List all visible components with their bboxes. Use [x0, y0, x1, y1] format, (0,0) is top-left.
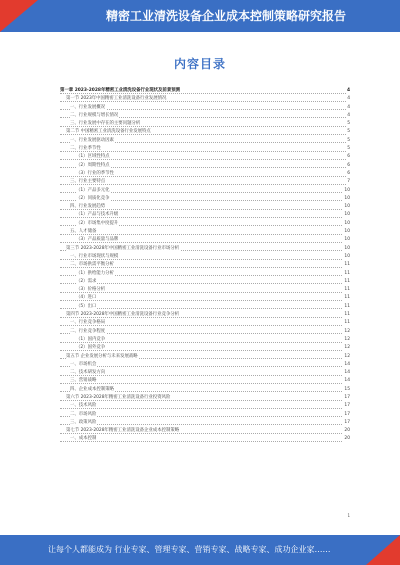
toc-entry-page: 11: [343, 311, 350, 319]
toc-dot-leader: [60, 283, 350, 284]
toc-entry-text: 二、技术研发方向: [70, 370, 106, 376]
toc-entry-page: 11: [343, 294, 350, 302]
toc-dot-leader: [60, 441, 350, 442]
toc-entry[interactable]: [60, 195, 350, 203]
toc-entry-page: 11: [343, 286, 350, 294]
toc-entry[interactable]: [60, 187, 350, 195]
toc-entry-page: 11: [343, 303, 350, 311]
toc-entry-page: 10: [343, 245, 350, 253]
toc-entry-text: 二、市场风险: [70, 411, 97, 417]
toc-entry-text: 一、技术风险: [70, 403, 97, 409]
toc-entry[interactable]: [60, 435, 350, 443]
toc-dot-leader: [60, 308, 350, 309]
toc-dot-leader: [60, 151, 350, 152]
toc-entry[interactable]: [60, 427, 350, 435]
toc-entry-text: 三、政策风险: [70, 419, 97, 425]
toc-entry-text: 一、行业市场现状与规模: [70, 253, 119, 259]
toc-entry-text: 一、成本控制: [70, 436, 97, 442]
toc-dot-leader: [60, 234, 350, 235]
toc-entry-page: 14: [343, 369, 350, 377]
toc-entry-text: 三、行业主要特点: [70, 179, 106, 185]
toc-entry[interactable]: [60, 228, 350, 236]
toc-dot-leader: [60, 408, 350, 409]
toc-entry[interactable]: [60, 394, 350, 402]
toc-entry-page: 17: [343, 411, 350, 419]
toc-entry-page: 14: [343, 377, 350, 385]
toc-entry[interactable]: [60, 153, 350, 161]
toc-entry[interactable]: [60, 361, 350, 369]
toc-entry-text: （1）产品多元化: [76, 187, 110, 193]
toc-entry-page: 12: [343, 336, 350, 344]
toc-entry-text: （1）国内竞争: [76, 336, 106, 342]
toc-entry-text: 第三节 2023-2028年中国精密工业清洗设备行业市场分析: [66, 245, 180, 251]
toc-entry-page: 11: [343, 270, 350, 278]
toc-entry-page: 12: [343, 328, 350, 336]
toc-entry[interactable]: [60, 353, 350, 361]
toc-entry[interactable]: [60, 261, 350, 269]
toc-entry-text: （1）产品与技术升级: [76, 212, 119, 218]
toc-entry-page: 11: [343, 319, 350, 327]
toc-entry-text: （2）需求: [76, 278, 97, 284]
toc-entry-text: 四、企业成本控制策略: [70, 386, 114, 392]
toc-dot-leader: [60, 325, 350, 326]
toc-entry-page: 10: [343, 228, 350, 236]
report-title: 精密工业清洗设备企业成本控制策略研究报告: [105, 9, 346, 23]
toc-entry[interactable]: [60, 95, 350, 103]
toc-entry[interactable]: [60, 303, 350, 311]
toc-entry-text: 第四节 2023-2028年中国精密工业清洗设备行业竞争分析: [66, 312, 180, 318]
toc-entry-page: 5: [346, 137, 350, 145]
toc-entry-page: 11: [343, 261, 350, 269]
toc-entry[interactable]: [60, 170, 350, 178]
toc-entry-page: 11: [343, 278, 350, 286]
toc-entry-text: （4）进口: [76, 295, 97, 301]
toc-entry-text: 四、行业发展趋势: [70, 204, 106, 210]
toc-dot-leader: [60, 217, 350, 218]
toc-entry-text: 二、市场供需平衡分析: [70, 262, 114, 268]
toc-entry-page: 12: [343, 344, 350, 352]
toc-dot-leader: [60, 184, 350, 185]
footer-slogan: 让每个人都能成为 行业专家、管理专家、营销专家、战略专家、成功企业家……: [48, 545, 331, 554]
toc-entry[interactable]: [60, 419, 350, 427]
toc-entry[interactable]: [60, 236, 350, 244]
toc-entry-page: 12: [343, 353, 350, 361]
toc-entry-page: 17: [343, 419, 350, 427]
toc-entry-page: 5: [346, 145, 350, 153]
toc-entry[interactable]: [60, 286, 350, 294]
toc-entry[interactable]: [60, 112, 350, 120]
toc-entry-text: 一、行业竞争格局: [70, 320, 106, 326]
toc-entry[interactable]: [60, 328, 350, 336]
toc-entry[interactable]: [60, 203, 350, 211]
toc-entry-text: 第二节 中国精密工业清洗设备行业发展特点: [66, 129, 151, 135]
toc-entry[interactable]: [60, 402, 350, 410]
toc-dot-leader: [60, 159, 350, 160]
toc-entry[interactable]: [60, 336, 350, 344]
toc-entry-page: 6: [346, 153, 350, 161]
toc-entry-text: （2）国外竞争: [76, 345, 106, 351]
toc-entry[interactable]: [60, 178, 350, 186]
toc-entry[interactable]: [60, 319, 350, 327]
toc-entry[interactable]: [60, 253, 350, 261]
toc-entry-text: （3）行业的季节性: [76, 170, 114, 176]
toc-entry[interactable]: [60, 137, 350, 145]
toc-dot-leader: [60, 366, 350, 367]
toc-entry[interactable]: [60, 162, 350, 170]
toc-entry-page: 7: [346, 178, 350, 186]
toc-entry-page: 4: [346, 87, 350, 95]
toc-entry[interactable]: [60, 211, 350, 219]
toc-entry-page: 20: [343, 427, 350, 435]
toc-entry-page: 20: [343, 435, 350, 443]
toc-dot-leader: [60, 383, 350, 384]
toc-entry[interactable]: [60, 270, 350, 278]
toc-entry-page: 10: [343, 203, 350, 211]
toc-entry[interactable]: [60, 294, 350, 302]
toc-entry[interactable]: [60, 87, 350, 95]
toc-dot-leader: [60, 424, 350, 425]
toc-entry[interactable]: [60, 377, 350, 385]
toc-entry-page: 10: [343, 195, 350, 203]
toc-heading: 内容目录: [173, 57, 226, 71]
toc-dot-leader: [60, 134, 350, 135]
toc-entry-text: （2）同质化竞争: [76, 195, 110, 201]
toc-entry-text: （3）产品质量与品牌: [76, 237, 119, 243]
toc-entry-text: （5）出口: [76, 303, 97, 309]
toc-entry[interactable]: [60, 369, 350, 377]
toc-entry-page: 4: [346, 112, 350, 120]
toc-entry[interactable]: [60, 128, 350, 136]
toc-entry-page: 14: [343, 361, 350, 369]
toc-entry-page: 6: [346, 170, 350, 178]
header-red-triangle: [0, 0, 38, 32]
toc-entry[interactable]: [60, 386, 350, 394]
toc-entry-text: （3）价格分析: [76, 287, 106, 293]
toc-entry-page: 10: [343, 187, 350, 195]
toc-entry-text: 二、行业竞争程度: [70, 328, 106, 334]
toc-entry[interactable]: [60, 311, 350, 319]
toc-dot-leader: [60, 300, 350, 301]
toc-dot-leader: [60, 101, 350, 102]
toc-entry-text: 一、市场机会: [70, 361, 97, 367]
toc-entry-page: 6: [346, 162, 350, 170]
toc-entry-text: 第五节 企业发展分析与未来发展战略: [66, 353, 138, 359]
toc-entry-page: 17: [343, 402, 350, 410]
toc-entry-page: 17: [343, 394, 350, 402]
toc-entry[interactable]: [60, 220, 350, 228]
toc-entry-page: 5: [346, 128, 350, 136]
toc-entry-text: 一、行业发展驱动因素: [70, 137, 114, 143]
toc-entry-page: 10: [343, 253, 350, 261]
toc-entry-text: （2）市场集中度提升: [76, 220, 119, 226]
toc-entry-text: 第一节 2023年中国精密工业清洗设备行业发展情况: [66, 96, 167, 102]
toc-entry-text: （2）周期性特点: [76, 162, 110, 168]
footer-red-triangle: [366, 535, 400, 565]
toc-entry-text: 二、行业规模与增长情况: [70, 112, 119, 118]
toc-dot-leader: [60, 416, 350, 417]
toc-entry-page: 10: [343, 211, 350, 219]
toc-entry-text: 二、行业季节性: [70, 146, 101, 152]
toc-entry-page: 15: [343, 386, 350, 394]
toc-entry-page: 10: [343, 236, 350, 244]
toc-entry-text: 五、人才储备: [70, 229, 97, 235]
table-of-contents: [60, 87, 350, 444]
toc-entry-text: （1）供给能力分析: [76, 270, 114, 276]
toc-entry-text: 第一章 2023-2028年精密工业清洗设备行业现状及前景预测: [60, 88, 180, 93]
header-banner: [0, 0, 400, 32]
toc-entry-text: 第七节 2023-2028年精密工业清洗设备企业成本控制策略: [66, 428, 180, 434]
footer-banner: [0, 535, 400, 565]
toc-entry[interactable]: [60, 245, 350, 253]
toc-entry-page: 4: [346, 95, 350, 103]
toc-entry[interactable]: [60, 344, 350, 352]
toc-entry-text: （1）区域性特点: [76, 154, 110, 160]
toc-dot-leader: [60, 242, 350, 243]
toc-entry-page: 5: [346, 120, 350, 128]
toc-entry[interactable]: [60, 120, 350, 128]
toc-entry-page: 10: [343, 220, 350, 228]
toc-entry-page: 4: [346, 104, 350, 112]
page-number: 1: [347, 513, 350, 518]
toc-entry[interactable]: [60, 104, 350, 112]
toc-entry-text: 第六节 2023-2028年精密工业清洗设备行业投资风险: [66, 394, 171, 400]
toc-entry[interactable]: [60, 145, 350, 153]
toc-entry-text: 三、营销战略: [70, 378, 97, 384]
toc-entry[interactable]: [60, 411, 350, 419]
toc-entry-text: 三、行业发展中存在的主要问题分析: [70, 121, 141, 127]
toc-entry[interactable]: [60, 278, 350, 286]
toc-entry-text: 一、行业发展概况: [70, 104, 106, 110]
